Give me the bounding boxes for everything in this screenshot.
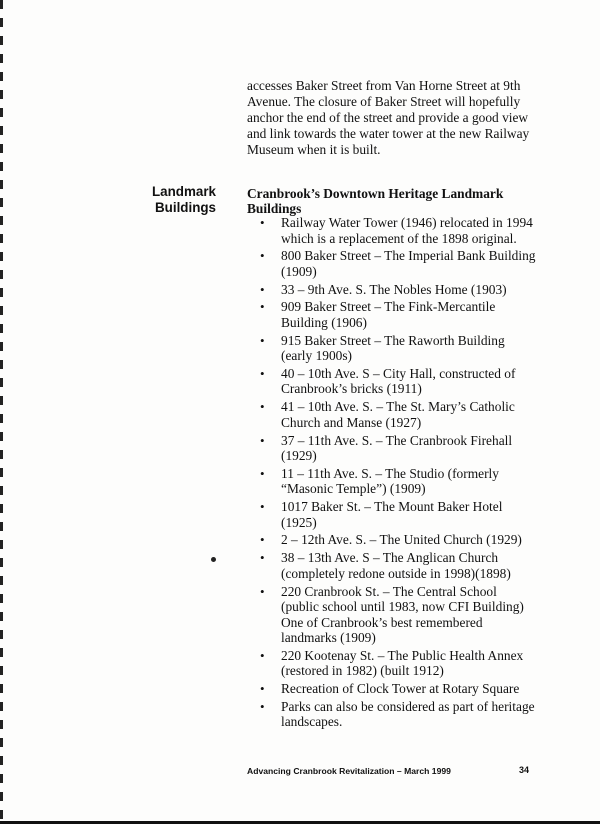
footer-text: Advancing Cranbrook Revitalization – March 1999 bbox=[247, 766, 451, 776]
list-item-line: • 37 – 11th Ave. S. – The Cranbrook Firehall bbox=[281, 432, 513, 448]
list-item bbox=[281, 699, 551, 730]
list-item-line: Cranbrook’s bricks (1911) bbox=[281, 381, 422, 397]
list-item-line: • 41 – 10th Ave. S. – The St. Mary’s Catholic bbox=[281, 399, 515, 415]
list-item-line: • Railway Water Tower (1946) relocated in 1994 bbox=[281, 215, 533, 230]
stray-mark bbox=[211, 557, 216, 562]
list-item-line: (completely redone outside in 1998)(1898) bbox=[281, 565, 511, 581]
section-title-line: Buildings bbox=[247, 201, 302, 216]
section-title-line: Cranbrook’s Downtown Heritage Landmark bbox=[247, 186, 504, 201]
list-item-line: • 915 Baker Street – The Raworth Building bbox=[281, 332, 505, 348]
side-heading bbox=[130, 184, 216, 216]
list-item-line: • 38 – 13th Ave. S – The Anglican Church bbox=[281, 550, 499, 566]
list-item bbox=[281, 333, 551, 364]
list-item-line: which is a replacement of the 1898 original. bbox=[281, 230, 517, 246]
list-item-line: • 2 – 12th Ave. S. – The United Church (1929) bbox=[281, 532, 522, 548]
list-item-line: • 11 – 11th Ave. S. – The Studio (formerly bbox=[281, 465, 499, 481]
list-item bbox=[281, 399, 551, 430]
list-item bbox=[281, 550, 551, 581]
list-item-line: One of Cranbrook’s best remembered bbox=[281, 614, 483, 630]
list-item-line: • 33 – 9th Ave. S. The Nobles Home (1903) bbox=[281, 281, 507, 297]
list-item-line: landscapes. bbox=[281, 714, 343, 730]
intro-line: Museum when it is built. bbox=[247, 142, 381, 157]
side-heading-line: Landmark bbox=[152, 184, 216, 199]
list-item bbox=[281, 215, 551, 246]
list-item-line: (early 1900s) bbox=[281, 348, 353, 364]
list-item-line: (1925) bbox=[281, 514, 317, 530]
list-item bbox=[281, 248, 551, 279]
list-item-line: • Parks can also be considered as part of heritage bbox=[281, 698, 535, 714]
list-item bbox=[281, 466, 551, 497]
intro-line: anchor the end of the street and provide a good view bbox=[247, 110, 529, 125]
list-item bbox=[281, 681, 551, 697]
list-item-line: • 220 Cranbrook St. – The Central School bbox=[281, 583, 497, 599]
list-item-line: • 1017 Baker St. – The Mount Baker Hotel bbox=[281, 499, 503, 515]
page-number: 34 bbox=[519, 765, 530, 775]
landmark-list bbox=[281, 215, 551, 732]
side-heading-line: Buildings bbox=[155, 200, 216, 215]
list-item bbox=[281, 648, 551, 679]
list-item-line: Church and Manse (1927) bbox=[281, 414, 422, 430]
list-item bbox=[281, 499, 551, 530]
list-item-line: • 220 Kootenay St. – The Public Health Annex bbox=[281, 647, 524, 663]
list-item-line: • 40 – 10th Ave. S – City Hall, constructed of bbox=[281, 365, 516, 381]
list-item-line: Building (1906) bbox=[281, 314, 367, 330]
list-item-line: (1929) bbox=[281, 448, 317, 464]
intro-line: Avenue. The closure of Baker Street will hopefully bbox=[247, 94, 521, 109]
intro-line: and link towards the water tower at the new Railway bbox=[247, 126, 530, 141]
list-item bbox=[281, 532, 551, 548]
list-item-line: “Masonic Temple”) (1909) bbox=[281, 481, 426, 497]
list-item bbox=[281, 366, 551, 397]
list-item bbox=[281, 299, 551, 330]
binding-edge-marks bbox=[0, 0, 3, 824]
list-item-line: landmarks (1909) bbox=[281, 630, 376, 646]
section-title bbox=[247, 186, 537, 216]
list-item bbox=[281, 433, 551, 464]
list-item-line: • 800 Baker Street – The Imperial Bank Building bbox=[281, 248, 536, 264]
intro-line: accesses Baker Street from Van Horne Street at 9th bbox=[247, 78, 521, 93]
list-item-line: • 909 Baker Street – The Fink-Mercantile bbox=[281, 299, 496, 315]
list-item-line: (public school until 1983, now CFI Building) bbox=[281, 599, 524, 615]
intro-paragraph bbox=[247, 78, 537, 158]
list-item-line: (restored in 1982) (built 1912) bbox=[281, 663, 444, 679]
list-item bbox=[281, 584, 551, 646]
list-item-line: (1909) bbox=[281, 263, 317, 279]
list-item bbox=[281, 282, 551, 298]
list-item-line: • Recreation of Clock Tower at Rotary Square bbox=[281, 681, 520, 697]
